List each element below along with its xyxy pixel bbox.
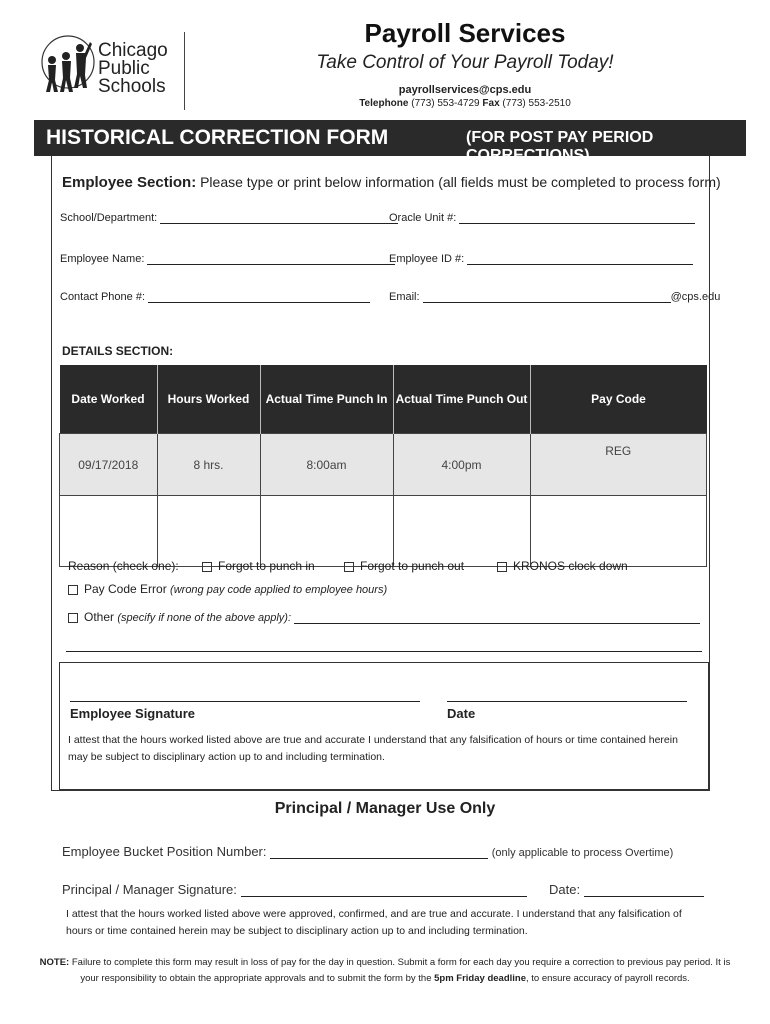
reason-kronos[interactable] [497, 559, 628, 573]
employee-signature-line[interactable] [70, 700, 420, 702]
bucket-position-label: Employee Bucket Position Number: [62, 844, 267, 859]
page-title: Payroll Services [364, 18, 566, 48]
col-pay-code: Pay Code [530, 365, 707, 434]
cell-hours[interactable] [157, 496, 260, 567]
other-specify-line[interactable] [294, 612, 700, 624]
employee-name-label: Employee Name: [60, 253, 145, 265]
details-section-label: DETAILS SECTION: [62, 344, 174, 358]
fax-number: (773) 553-2510 [502, 98, 571, 109]
forgot-out-checkbox[interactable] [344, 562, 354, 572]
employee-signature-label: Employee Signature [70, 706, 195, 721]
school-department-line[interactable] [160, 212, 398, 224]
forgot-out-label: Forgot to punch out [360, 559, 465, 573]
forgot-in-checkbox[interactable] [202, 562, 212, 572]
cell-pay-code[interactable] [530, 496, 707, 567]
logo-line2: Public [98, 58, 150, 79]
table-row [60, 434, 707, 496]
logo-line3: Schools [98, 76, 166, 97]
col-date-worked: Date Worked [60, 365, 158, 434]
manager-signature-line[interactable] [241, 883, 527, 897]
school-department-field[interactable] [60, 212, 398, 224]
cell-date[interactable] [60, 496, 158, 567]
contact-phone-field[interactable] [60, 291, 370, 303]
employee-date-label: Date [447, 706, 476, 721]
reason-forgot-in[interactable] [202, 559, 315, 573]
manager-signature-field[interactable] [62, 882, 527, 897]
employee-section-instructions: Please type or print below information (all fields must be completed to process form) [200, 174, 721, 190]
logo-line1: Chicago [98, 40, 168, 61]
employee-attestation: I attest that the hours worked listed above are true and accurate I understand that any falsification of hours or time contained herein may be subject to disciplinary action up to and including termination. [68, 734, 678, 763]
employee-signature-box [59, 662, 709, 790]
other-checkbox[interactable] [68, 613, 78, 623]
employee-name-field[interactable] [60, 253, 395, 265]
employee-section-label: Employee Section: [62, 174, 197, 191]
form-title: HISTORICAL CORRECTION FORM [46, 126, 389, 149]
oracle-unit-line[interactable] [459, 212, 695, 224]
cell-punch-in[interactable]: 8:00am [260, 434, 393, 496]
col-punch-out: Actual Time Punch Out [393, 365, 530, 434]
fax-label: Fax [482, 98, 500, 109]
email-field[interactable] [389, 291, 720, 303]
cell-hours[interactable]: 8 hrs. [157, 434, 260, 496]
school-department-label: School/Department: [60, 212, 158, 224]
kronos-checkbox[interactable] [497, 562, 507, 572]
note-label: NOTE: [39, 957, 70, 968]
other-label: Other [84, 610, 115, 624]
employee-id-line[interactable] [467, 253, 693, 265]
table-row [60, 496, 707, 567]
reason-label: Reason (check one): [68, 559, 179, 573]
col-punch-in: Actual Time Punch In [260, 365, 393, 434]
other-note: (specify if none of the above apply): [117, 612, 292, 624]
col-hours-worked: Hours Worked [157, 365, 260, 434]
pay-code-error-note: (wrong pay code applied to employee hours) [170, 584, 388, 596]
note-deadline: 5pm Friday deadline [434, 973, 526, 984]
bucket-position-note: (only applicable to process Overtime) [491, 847, 674, 859]
bucket-position-field[interactable] [62, 844, 673, 859]
contact-phone-line[interactable] [148, 291, 370, 303]
email-suffix: @cps.edu [670, 291, 721, 303]
manager-section-title: Principal / Manager Use Only [274, 800, 496, 817]
forgot-in-label: Forgot to punch in [218, 559, 315, 573]
telephone-label: Telephone [359, 98, 409, 109]
contact-phone-label: Contact Phone #: [60, 291, 146, 303]
form-title-bar [34, 120, 746, 164]
cell-punch-out[interactable] [393, 496, 530, 567]
details-table [59, 365, 707, 567]
employee-name-line[interactable] [147, 253, 395, 265]
employee-id-field[interactable] [389, 253, 693, 265]
manager-date-line[interactable] [584, 883, 704, 897]
contact-email: payrollservices@cps.edu [398, 84, 532, 96]
table-header-row [60, 365, 707, 434]
children-silhouette-icon [38, 30, 98, 100]
reason-pay-code-error[interactable] [68, 582, 387, 596]
employee-section-heading [62, 174, 721, 191]
cell-date[interactable]: 09/17/2018 [60, 434, 158, 496]
cell-punch-in[interactable] [260, 496, 393, 567]
manager-signature-label: Principal / Manager Signature: [62, 882, 237, 897]
logo-text [98, 42, 168, 96]
employee-id-label: Employee ID #: [389, 253, 465, 265]
cell-punch-out[interactable]: 4:00pm [393, 434, 530, 496]
email-label: Email: [389, 291, 420, 303]
form-title-qualifier: (FOR POST PAY PERIOD CORRECTIONS) [466, 129, 654, 164]
oracle-unit-label: Oracle Unit #: [389, 212, 457, 224]
manager-date-field[interactable] [549, 882, 704, 897]
bucket-position-line[interactable] [270, 845, 488, 859]
oracle-unit-field[interactable] [389, 212, 695, 224]
note-text-1: Failure to complete this form may result in loss of pay for the day in question. Submit a form for each day you require a correction to previous pay period. It is your responsibility to obtain the appropriate approvals and to submit the form by the [71, 957, 731, 984]
email-line[interactable] [423, 291, 671, 303]
employee-date-line[interactable] [447, 700, 687, 702]
footer-note [30, 955, 740, 987]
pay-code-error-label: Pay Code Error [84, 582, 167, 596]
reason-other[interactable] [68, 610, 700, 624]
note-text-2: , to ensure accuracy of payroll records. [526, 973, 690, 984]
page-subtitle: Take Control of Your Payroll Today! [316, 52, 614, 73]
contact-phone-line [300, 98, 630, 109]
telephone-number: (773) 553-4729 [411, 98, 480, 109]
reason-forgot-out[interactable] [344, 559, 464, 573]
manager-attestation: I attest that the hours worked listed above were approved, confirmed, and are true and accurate. I understand that any falsification of hours or time contained herein may be subject to disciplinary action up to and including termination. [66, 908, 682, 937]
kronos-label: KRONOS clock down [513, 559, 628, 573]
manager-date-label: Date: [549, 882, 581, 897]
pay-code-error-checkbox[interactable] [68, 585, 78, 595]
logo-divider [184, 32, 185, 110]
cell-pay-code[interactable]: REG [530, 434, 707, 496]
other-specify-line-2[interactable] [66, 650, 702, 652]
